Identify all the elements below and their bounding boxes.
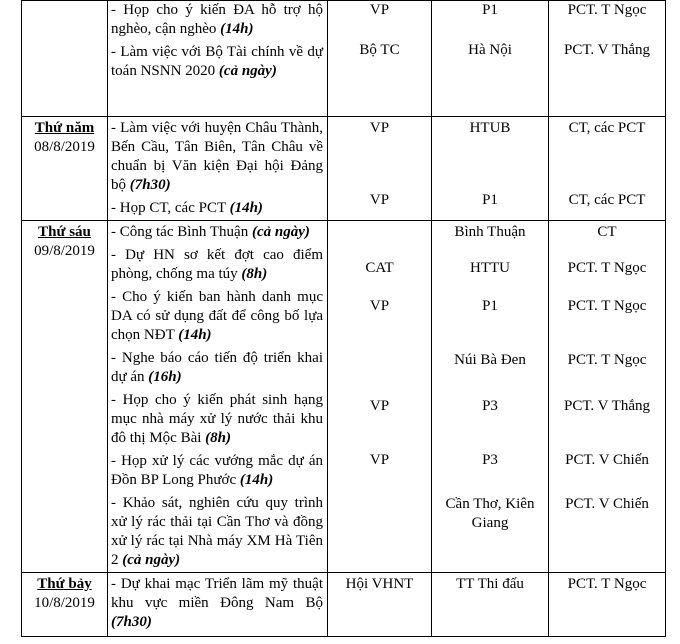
place-value: P1 [482, 2, 498, 18]
task-text: - Dự khai mạc Triển lãm mỹ thuật khu vực miền Đông Nam Bộ [111, 576, 323, 611]
unit-value: VP [369, 398, 390, 414]
day-date: 08/8/2019 [34, 139, 95, 155]
chair-value: PCT. T Ngọc [567, 2, 647, 18]
task-time: (14h) [178, 327, 212, 343]
task-time: (cả ngày) [122, 552, 181, 568]
day-name: Thứ sáu [38, 224, 91, 240]
schedule-table [21, 0, 666, 637]
place-value: P1 [482, 192, 498, 208]
place-value: P1 [482, 298, 498, 314]
task-time: (cả ngày) [218, 63, 277, 79]
task-item [111, 246, 323, 284]
chair-cell [549, 1, 666, 117]
unit-value: VP [369, 2, 390, 18]
place-value: TT Thi đấu [456, 576, 524, 592]
place-cell [432, 117, 549, 221]
task-time: (14h) [220, 21, 254, 37]
place-value: Cần Thơ, Kiên Giang [445, 496, 535, 531]
day-name: Thứ năm [34, 120, 95, 136]
chair-value: PCT. T Ngọc [567, 260, 647, 276]
day-date: 10/8/2019 [34, 595, 95, 611]
task-item [111, 452, 323, 490]
task-cell [108, 1, 328, 117]
schedule-row [22, 1, 666, 117]
chair-value: PCT. T Ngọc [567, 298, 647, 314]
chair-cell [549, 117, 666, 221]
task-item [111, 494, 323, 570]
task-time: (7h30) [129, 177, 171, 193]
unit-value: VP [369, 452, 390, 468]
task-text: - Họp cho ý kiến ĐA hỗ trợ hộ nghèo, cận nghèo [111, 2, 323, 37]
task-text: - Họp CT, các PCT [111, 200, 230, 216]
unit-value: VP [369, 192, 390, 208]
task-text: - Dự HN sơ kết đợt cao điểm phòng, chống ma túy [111, 247, 323, 282]
place-value: Bình Thuận [454, 224, 526, 240]
task-time: (14h) [229, 200, 263, 216]
unit-value: Hội VHNT [345, 576, 414, 592]
task-cell [108, 221, 328, 573]
task-item [111, 1, 323, 39]
chair-value: PCT. V Thắng [564, 42, 650, 58]
task-cell [108, 573, 328, 637]
task-text: - Nghe báo cáo tiến độ triển khai dự án [111, 350, 323, 385]
task-time: (cả ngày) [251, 224, 310, 240]
chair-value: PCT. V Chiến [565, 496, 649, 512]
task-item [111, 223, 323, 242]
task-time: (7h30) [111, 614, 152, 630]
unit-cell [328, 117, 432, 221]
task-text: - Họp cho ý kiến phát sinh hạng mục nhà máy xử lý nước thải khu đô thị Mộc Bài [111, 392, 323, 446]
day-date: 09/8/2019 [34, 243, 95, 259]
unit-value: VP [369, 298, 390, 314]
chair-value: CT, các PCT [568, 120, 646, 136]
task-time: (14h) [239, 472, 274, 488]
task-item [111, 349, 323, 387]
place-value: HTUB [469, 120, 511, 136]
chair-cell [549, 573, 666, 637]
task-text: - Làm việc với huyện Châu Thành, Bến Cầu, Tân Biên, Tân Châu về chuẩn bị Văn kiện Đại hội Đảng bộ [111, 120, 323, 193]
task-item [111, 288, 323, 345]
task-text: - Họp xử lý các vướng mắc dự án Đồn BP Long Phước [111, 453, 323, 488]
chair-value: CT [597, 224, 617, 240]
place-value: HTTU [470, 260, 510, 276]
day-name: Thứ bảy [37, 576, 92, 592]
unit-value: VP [369, 120, 390, 136]
place-value: Hà Nội [468, 42, 512, 58]
place-value: Núi Bà Đen [454, 352, 526, 368]
task-item [111, 43, 323, 81]
task-cell [108, 117, 328, 221]
day-cell [22, 1, 108, 117]
task-text: - Công tác Bình Thuận [111, 224, 252, 240]
place-cell [432, 221, 549, 573]
chair-value: CT, các PCT [568, 192, 646, 208]
unit-value: Bộ TC [359, 42, 400, 58]
task-time: (8h) [205, 430, 232, 446]
task-item [111, 575, 323, 632]
schedule-row [22, 117, 666, 221]
unit-cell [328, 221, 432, 573]
task-text: - Cho ý kiến ban hành danh mục DA có sử dụng đất để công bố lựa chọn NĐT [111, 289, 323, 343]
place-cell [432, 573, 549, 637]
chair-value: PCT. T Ngọc [567, 352, 647, 368]
place-value: P3 [482, 398, 498, 414]
task-time: (8h) [241, 266, 268, 282]
chair-value: PCT. V Thắng [564, 398, 650, 414]
task-item [111, 119, 323, 195]
place-cell [432, 1, 549, 117]
schedule-row [22, 221, 666, 573]
day-cell [22, 221, 108, 573]
unit-value: CAT [365, 260, 394, 276]
task-text: - Khảo sát, nghiên cứu quy trình xử lý rác thải tại Cần Thơ và đồng xử lý rác tại Nhà máy XM Hà Tiên 2 [111, 495, 323, 568]
chair-value: PCT. V Chiến [565, 452, 649, 468]
task-item [111, 199, 323, 218]
place-value: P3 [482, 452, 498, 468]
day-cell [22, 117, 108, 221]
chair-value: PCT. T Ngọc [567, 576, 647, 592]
chair-cell [549, 221, 666, 573]
task-item [111, 391, 323, 448]
task-text: - Làm việc với Bộ Tài chính về dự toán NSNN 2020 [111, 44, 323, 79]
day-cell [22, 573, 108, 637]
task-time: (16h) [148, 369, 182, 385]
unit-cell [328, 1, 432, 117]
schedule-row [22, 573, 666, 637]
unit-cell [328, 573, 432, 637]
